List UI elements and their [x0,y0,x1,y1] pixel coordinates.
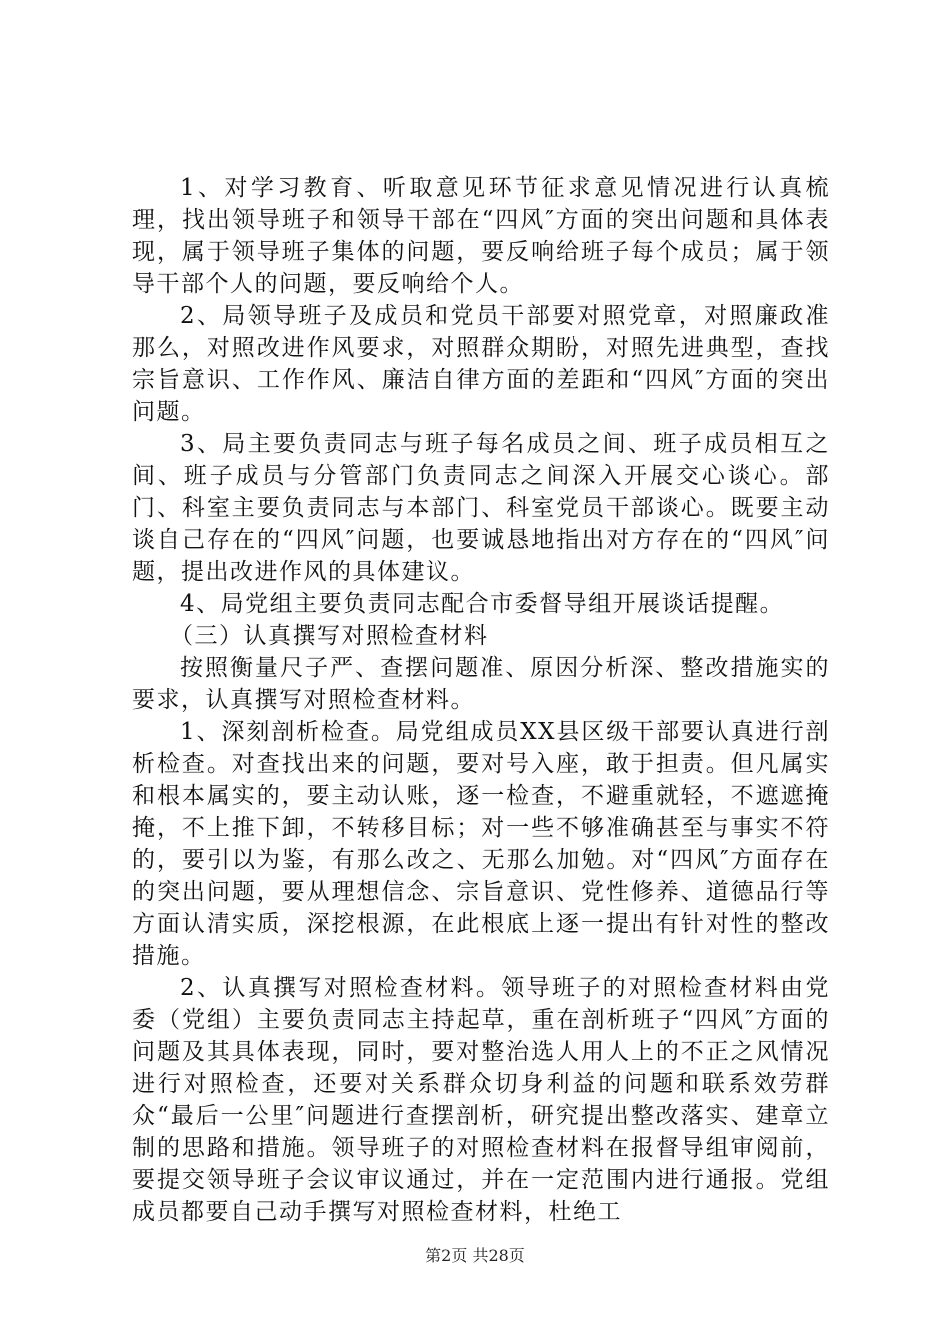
document-body [132,172,830,1228]
page-number: 第2页 共28页 [425,1246,525,1265]
paragraph-analysis: 1、深刻剖析检查。局党组成员XX县区级干部要认真进行剖析检查。对查找出来的问题，要对号入座，敢于担责。但凡属实和根本属实的，要主动认账，逐一检查，不避重就轻，不遮遮掩掩，不上推下卸，不转移目标；对一些不够准确甚至与事实不符的，要引以为鉴，有那么改之、无那么加勉。对“四风″方面存在的突出问题，要从理想信念、宗旨意识、党性修养、道德品行等方面认清实质，深挖根源，在此根底上逐一提出有针对性的整改措施。 [132,719,830,969]
section-heading: （三）认真撰写对照检查材料 [170,623,489,649]
paragraph-item-1: 1、对学习教育、听取意见环节征求意见情况进行认真梳理，找出领导班子和领导干部在“四风″方面的突出问题和具体表现，属于领导班子集体的问题，要反响给班子每个成员；属于领导干部个人的问题，要反响给个人。 [132,175,830,297]
paragraph-writing: 2、认真撰写对照检查材料。领导班子的对照检查材料由党委（党组）主要负责同志主持起草，重在剖析班子“四风″方面的问题及其具体表现，同时，要对整治选人用人上的不正之风情况进行对照检查，还要对关系群众切身利益的问题和联系效劳群众“最后一公里″问题进行查摆剖析，研究提出整改落实、建章立制的思路和措施。领导班子的对照检查材料在报督导组审阅前，要提交领导班子会议审议通过，并在一定范围内进行通报。党组成员都要自己动手撰写对照检查材料，杜绝工 [132,975,830,1225]
paragraph-item-3: 3、局主要负责同志与班子每名成员之间、班子成员相互之间、班子成员与分管部门负责同志之间深入开展交心谈心。部门、科室主要负责同志与本部门、科室党员干部谈心。既要主动谈自己存在的“四风″问题，也要诚恳地指出对方存在的“四风″问题，提出改进作风的具体建议。 [132,431,830,585]
paragraph-item-4: 4、局党组主要负责同志配合市委督导组开展谈话提醒。 [180,591,785,617]
paragraph-item-2: 2、局领导班子及成员和党员干部要对照党章，对照廉政准那么，对照改进作风要求，对照群众期盼，对照先进典型，查找宗旨意识、工作作风、廉洁自律方面的差距和“四风″方面的突出问题。 [132,303,830,425]
paragraph-intro: 按照衡量尺子严、查摆问题准、原因分析深、整改措施实的要求，认真撰写对照检查材料。 [132,655,830,713]
